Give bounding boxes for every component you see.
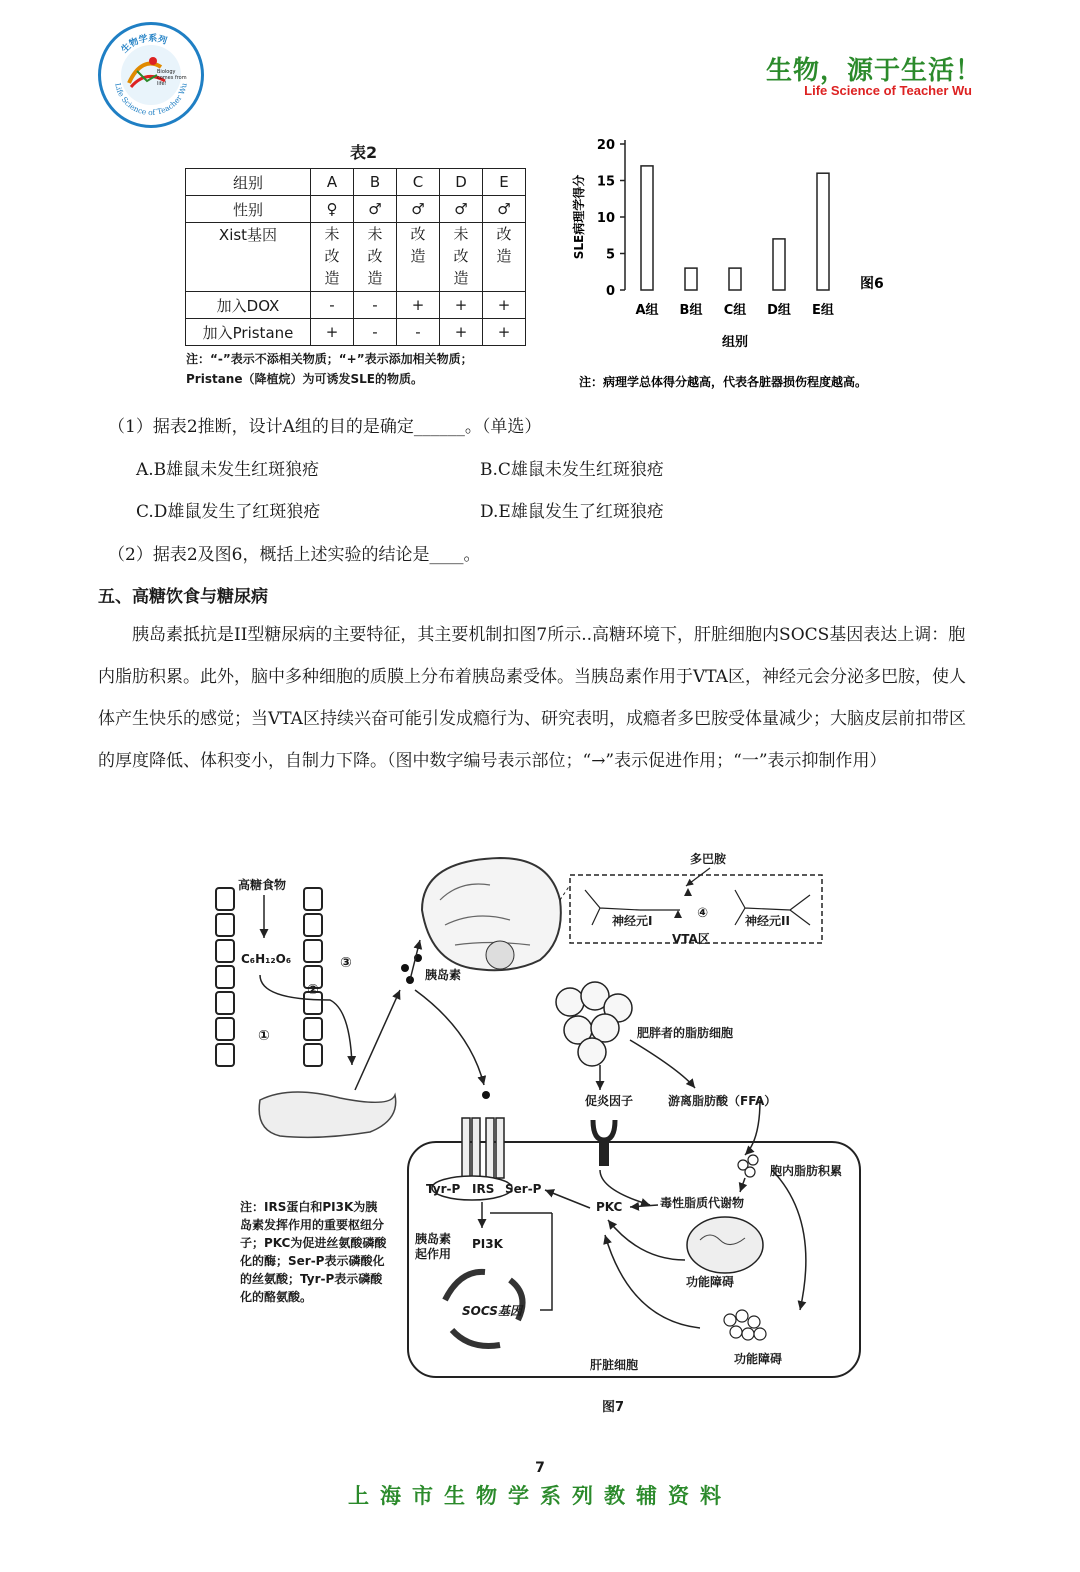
table-row bbox=[186, 319, 526, 346]
x-tick-label: A组 bbox=[635, 303, 659, 318]
table-cell: + bbox=[397, 292, 440, 319]
y-tick-label: 20 bbox=[596, 138, 615, 153]
label-dysfunction-1: 功能障碍 bbox=[686, 1275, 735, 1289]
table-cell: 未改造 bbox=[354, 223, 397, 292]
label-ffa: 游离脂肪酸（FFA） bbox=[668, 1094, 777, 1108]
label-socs: SOCS基因 bbox=[462, 1304, 522, 1318]
y-tick-label: 0 bbox=[605, 284, 615, 299]
label-neuron2: 神经元II bbox=[745, 914, 790, 928]
logo bbox=[98, 22, 204, 128]
label-num2: ② bbox=[307, 982, 319, 998]
option-a: A.B雄鼠未发生红斑狼疮 bbox=[136, 460, 320, 480]
label-num1: ① bbox=[258, 1028, 270, 1044]
label-ser-p: Ser-P bbox=[505, 1182, 542, 1196]
table-cell: - bbox=[311, 292, 354, 319]
section-paragraph: 胰岛素抵抗是II型糖尿病的主要特征，其主要机制扣图7所示..高糖环境下，肝脏细胞内SOCS基因表达上调：胞内脂肪积累。此外，脑中多种细胞的质膜上分布着胰岛素受体。当胰岛素作用于VTA区，神经元会分泌多巴胺，使人体产生快乐的感觉；当VTA区持续兴奋可能引发成瘾行为、研究表明，成瘾者多巴胺受体量减少；大脑皮层前扣带区的厚度降低、体积变小，自制力下降。（图中数字编号表示部位；“→”表示促进作用；“一”表示抑制作用） bbox=[98, 625, 966, 771]
table-row-label: Xist基因 bbox=[186, 223, 311, 292]
table-cell: 改造 bbox=[397, 223, 440, 292]
table-cell: ♀ bbox=[311, 196, 354, 223]
table-cell: + bbox=[440, 292, 483, 319]
table-cell: - bbox=[397, 319, 440, 346]
table-row-label: 性别 bbox=[186, 196, 311, 223]
table-row bbox=[186, 223, 526, 292]
table-row bbox=[186, 292, 526, 319]
option-d: D.E雄鼠发生了红斑狼疮 bbox=[480, 502, 664, 522]
table-cell: - bbox=[354, 319, 397, 346]
logo-arc-top: 生物学系列 bbox=[119, 33, 168, 56]
logo-arc-bottom: Life Science of Teacher Wu bbox=[113, 82, 189, 118]
label-pkc: PKC bbox=[596, 1200, 623, 1214]
table-cell: + bbox=[483, 292, 526, 319]
label-neuron1: 神经元I bbox=[612, 914, 653, 928]
x-tick-label: C组 bbox=[723, 303, 747, 318]
bar bbox=[729, 268, 741, 290]
label-insulin: 胰岛素 bbox=[425, 968, 462, 982]
table-cell: D bbox=[440, 169, 483, 196]
label-dopamine: 多巴胺 bbox=[690, 852, 727, 866]
label-pi3k: PI3K bbox=[472, 1237, 503, 1251]
table-row bbox=[186, 196, 526, 223]
bar bbox=[685, 268, 697, 290]
table2-note-1: 注：“-”表示不添相关物质；“+”表示添加相关物质； bbox=[186, 352, 473, 366]
label-num3: ③ bbox=[340, 955, 352, 971]
table-cell: 未改造 bbox=[440, 223, 483, 292]
y-tick-label: 10 bbox=[596, 211, 615, 226]
table-cell: + bbox=[440, 319, 483, 346]
slogan-en: Life Science of Teacher Wu bbox=[804, 83, 972, 98]
x-tick-label: B组 bbox=[679, 303, 703, 318]
label-tyr-p: Tyr-P bbox=[426, 1182, 461, 1196]
table-row-label: 组别 bbox=[186, 169, 311, 196]
slogan: 生物，源于生活！ bbox=[765, 56, 982, 86]
label-high-sugar: 高糖食物 bbox=[238, 878, 287, 892]
label-inflam-factor: 促炎因子 bbox=[585, 1094, 634, 1108]
table-cell: ♂ bbox=[440, 196, 483, 223]
table-cell: ♂ bbox=[354, 196, 397, 223]
table2 bbox=[185, 168, 526, 346]
bar bbox=[773, 239, 785, 290]
table-cell: ♂ bbox=[483, 196, 526, 223]
table-cell: B bbox=[354, 169, 397, 196]
label-dysfunction-2: 功能障碍 bbox=[734, 1352, 783, 1366]
chart-title: 图6 bbox=[860, 276, 884, 292]
question-2: （2）据表2及图6，概括上述实验的结论是____。 bbox=[108, 545, 481, 565]
table-cell: C bbox=[397, 169, 440, 196]
y-tick-label: 15 bbox=[596, 174, 615, 190]
label-obese-fat-cell: 肥胖者的脂肪细胞 bbox=[637, 1026, 734, 1040]
figure7-caption: 图7 bbox=[602, 1400, 625, 1415]
table-cell: ♂ bbox=[397, 196, 440, 223]
x-tick-label: D组 bbox=[767, 303, 791, 318]
svg-text:Life Science of Teacher Wu bbox=[113, 82, 189, 117]
svg-text:生物学系列 bbox=[118, 32, 168, 55]
table-cell: 未改造 bbox=[311, 223, 354, 292]
table2-title: 表2 bbox=[350, 143, 378, 162]
label-insulin-action: 胰岛素起作用 bbox=[415, 1232, 452, 1261]
table-cell: E bbox=[483, 169, 526, 196]
y-axis-label: SLE病理学得分 bbox=[572, 174, 586, 260]
label-glucose: C₆H₁₂O₆ bbox=[241, 952, 292, 966]
label-toxic-lipid: 毒性脂质代谢物 bbox=[660, 1196, 745, 1210]
table-row bbox=[186, 169, 526, 196]
table-cell: 改造 bbox=[483, 223, 526, 292]
footer-series: 上海市生物学系列教辅资料 bbox=[348, 1484, 732, 1508]
bar bbox=[817, 173, 829, 290]
chart-note: 注：病理学总体得分越高，代表各脏器损伤程度越高。 bbox=[579, 375, 868, 389]
label-fat-accum: 胞内脂肪积累 bbox=[770, 1164, 843, 1178]
table-cell: + bbox=[483, 319, 526, 346]
table2-note-2: Pristane（降植烷）为可诱发SLE的物质。 bbox=[186, 372, 423, 386]
question-1: （1）据表2推断，设计A组的目的是确定______。（单选） bbox=[108, 417, 542, 437]
y-tick-label: 5 bbox=[605, 247, 615, 263]
table-row-label: 加入DOX bbox=[186, 292, 311, 319]
label-irs: IRS bbox=[472, 1182, 495, 1196]
option-b: B.C雄鼠未发生红斑狼疮 bbox=[480, 460, 664, 480]
section-title: 五、高糖饮食与糖尿病 bbox=[98, 587, 268, 607]
option-c: C.D雄鼠发生了红斑狼疮 bbox=[136, 502, 321, 522]
figure6-chart bbox=[565, 130, 925, 395]
table-row-label: 加入Pristane bbox=[186, 319, 311, 346]
label-num4: ④ bbox=[697, 906, 709, 921]
figure7-note: 注：IRS蛋白和PI3K为胰岛素发挥作用的重要枢纽分子；PKC为促进丝氨酸磷酸化的酶；Ser-P表示磷酸化的丝氨酸；Tyr-P表示磷酸化的酪氨酸。 bbox=[240, 1200, 387, 1304]
label-liver-cell: 肝脏细胞 bbox=[590, 1358, 639, 1372]
logo-center-text: Biology comes from life! bbox=[157, 69, 187, 87]
label-vta: VTA区 bbox=[672, 932, 710, 946]
x-tick-label: E组 bbox=[812, 303, 834, 318]
page-number: 7 bbox=[535, 1460, 545, 1476]
x-axis-label: 组别 bbox=[721, 335, 749, 350]
table-cell: + bbox=[311, 319, 354, 346]
bar bbox=[641, 166, 653, 290]
table-cell: A bbox=[311, 169, 354, 196]
table-cell: - bbox=[354, 292, 397, 319]
